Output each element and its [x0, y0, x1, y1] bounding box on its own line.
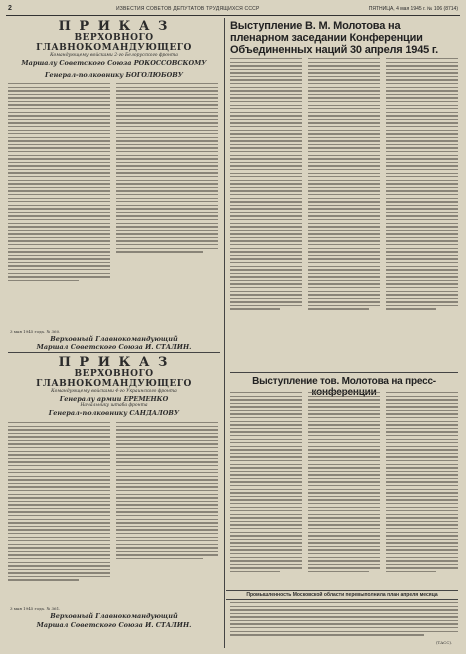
order-1-text-right	[116, 83, 218, 255]
article-1-col-2	[308, 58, 380, 312]
article-2-col-2	[308, 392, 380, 574]
order-2-subtitle: ВЕРХОВНОГО ГЛАВНОКОМАНДУЮЩЕГО	[36, 369, 192, 389]
page-number: 2	[8, 5, 12, 12]
order-2	[8, 356, 220, 596]
article-2-col-3	[386, 392, 458, 574]
footer-code: (ТАСС).	[436, 640, 453, 645]
order-2-title: П Р И К А З	[58, 356, 170, 370]
order-2-chief: Генерал-полковнику САНДАЛОВУ	[48, 409, 180, 417]
paper-name: ИЗВЕСТИЯ СОВЕТОВ ДЕПУТАТОВ ТРУДЯЩИХСЯ СССР	[116, 6, 260, 12]
order-2-chief-label: Начальнику штаба фронта	[80, 403, 148, 408]
order-1-dateline: 3 мая 1945 года. № 360.	[10, 329, 61, 334]
order-2-addressee: Генералу армии ЕРЕМЕНКО	[59, 395, 169, 403]
order-1-signature-title: Верховный Главнокомандующий	[50, 335, 178, 343]
order-2-dateline: 3 мая 1945 года. № 361.	[10, 606, 61, 611]
order-1-addressee-line: Командующему войсками 2-го Белорусского фронта	[50, 53, 178, 58]
issue-date: ПЯТНИЦА, 4 мая 1945 г. № 106 (8714)	[368, 6, 458, 12]
article-1-headline: Выступление В. М. Молотова на пленарном заседании Конференции Объединенных наций 30 апреля 1945 г.	[230, 20, 439, 56]
column-divider	[224, 18, 225, 648]
order-2-text-left	[8, 422, 110, 583]
order-1	[8, 20, 220, 320]
order-2-addressee-line: Командующему войсками 4-го Украинского фронта	[51, 389, 177, 394]
order-2-signature-title: Верховный Главнокомандующий	[50, 612, 178, 620]
article-1-col-1	[230, 58, 302, 312]
article-2-col-1	[230, 392, 302, 574]
article-1-col-3	[386, 58, 458, 312]
order-1-text-left	[8, 83, 110, 283]
order-2-text-right	[116, 422, 218, 562]
footer-headline: Промышленность Московской области перевыполнила план апреля месяца	[226, 590, 458, 600]
order-1-subtitle: ВЕРХОВНОГО ГЛАВНОКОМАНДУЮЩЕГО	[36, 33, 192, 53]
order-1-chief: Генерал-полковнику БОГОЛЮБОВУ	[44, 71, 183, 79]
order-2-signature-name: Маршал Советского Союза И. СТАЛИН.	[36, 621, 192, 629]
order-1-signature-name: Маршал Советского Союза И. СТАЛИН.	[36, 343, 192, 351]
masthead	[6, 3, 460, 16]
article-2-headline: Выступление тов. Молотова на пресс-	[252, 376, 436, 387]
orders-divider	[8, 352, 220, 353]
footer-text	[230, 602, 458, 638]
order-1-addressee: Маршалу Советского Союза РОКОССОВСКОМУ	[21, 59, 207, 67]
order-1-title: П Р И К А З	[58, 20, 170, 34]
article-divider	[230, 372, 458, 373]
